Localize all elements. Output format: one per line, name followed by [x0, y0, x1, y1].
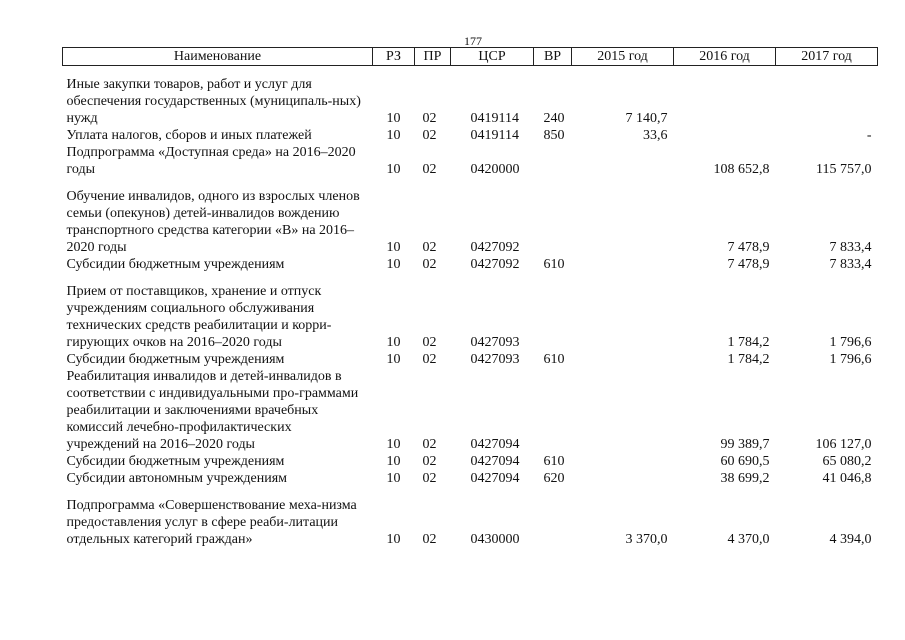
table-row: [63, 470, 878, 487]
header-row: [63, 48, 878, 66]
row-csr: 0427092: [470, 240, 520, 255]
header-2015: 2015 год: [572, 48, 674, 66]
row-2016: 7 478,9: [727, 240, 770, 255]
row-2016: 38 699,2: [720, 471, 770, 486]
row-pr: 02: [422, 240, 437, 255]
row-2016: 1 784,2: [727, 335, 770, 350]
row-name: Субсидии бюджетным учреждениям: [66, 454, 285, 469]
row-2017: 65 080,2: [822, 454, 872, 469]
row-2017: 1 796,6: [829, 335, 872, 350]
row-name: Реабилитация инвалидов и детей-инвалидов в соответствии с индивидуальными про-граммами реабилитации и заключениями врачебных комиссий лечебно-профилактических учреждений на 2016–2020 годы: [66, 369, 359, 452]
row-pr: 02: [422, 128, 437, 143]
row-2015: [572, 453, 674, 470]
row-csr: 0427093: [470, 352, 520, 367]
row-rz: 10: [386, 437, 401, 452]
row-csr: 0419114: [470, 111, 519, 126]
header-pr: ПР: [415, 48, 451, 66]
row-vr: [534, 144, 572, 178]
header-name: Наименование: [63, 48, 373, 66]
row-2015: [572, 368, 674, 453]
row-name: Субсидии бюджетным учреждениям: [66, 352, 285, 367]
table-row: [63, 256, 878, 273]
row-2017: 7 833,4: [829, 240, 872, 255]
row-name: Уплата налогов, сборов и иных платежей: [66, 128, 312, 143]
row-2016: 7 478,9: [727, 257, 770, 272]
row-name: Субсидии автономным учреждениям: [66, 471, 288, 486]
row-name: Подпрограмма «Доступная среда» на 2016–2020 годы: [66, 145, 356, 177]
page-number: 177: [464, 34, 482, 48]
header-rz: РЗ: [373, 48, 415, 66]
row-2017: [776, 76, 878, 127]
row-2015: [572, 188, 674, 256]
row-pr: 02: [422, 437, 437, 452]
row-name: Подпрограмма «Совершенствование меха-низма предоставления услуг в сфере реаби-литации отдельных категорий граждан»: [66, 498, 357, 547]
table-row: [63, 76, 878, 127]
header-2017: 2017 год: [776, 48, 878, 66]
row-2016: [674, 127, 776, 144]
row-vr: [534, 283, 572, 351]
row-rz: 10: [386, 162, 401, 177]
row-name: Прием от поставщиков, хранение и отпуск учреждениям социального обслуживания технических средств реабилитации и корри-гирующих очков на 2016–2020 годы: [66, 284, 332, 350]
row-vr: [534, 497, 572, 548]
row-csr: 0427094: [470, 471, 520, 486]
row-2017: 41 046,8: [822, 471, 872, 486]
table-row: [63, 283, 878, 351]
row-2015: 3 370,0: [625, 532, 668, 547]
row-vr: 610: [543, 257, 565, 272]
row-2015: [572, 351, 674, 368]
row-pr: 02: [422, 352, 437, 367]
table-row: [63, 368, 878, 453]
row-2017: -: [866, 128, 872, 143]
row-2017: 7 833,4: [829, 257, 872, 272]
row-2015: [572, 283, 674, 351]
row-name: Обучение инвалидов, одного из взрослых членов семьи (опекунов) детей-инвалидов вождению транспортного средства категории «В» на 2016–2020 годы: [66, 189, 360, 255]
row-2016: 1 784,2: [727, 352, 770, 367]
row-2016: 108 652,8: [713, 162, 770, 177]
row-vr: 610: [543, 454, 565, 469]
row-name: Иные закупки товаров, работ и услуг для обеспечения государственных (муниципаль-ных) нужд: [66, 77, 361, 126]
row-rz: 10: [386, 257, 401, 272]
row-rz: 10: [386, 352, 401, 367]
table-row: [63, 127, 878, 144]
row-csr: 0427093: [470, 335, 520, 350]
row-2015: [572, 256, 674, 273]
row-2017: 106 127,0: [815, 437, 872, 452]
row-csr: 0420000: [470, 162, 520, 177]
table-row: [63, 351, 878, 368]
row-csr: 0419114: [470, 128, 519, 143]
budget-table: [62, 47, 878, 548]
row-2016: 60 690,5: [720, 454, 770, 469]
header-2016: 2016 год: [674, 48, 776, 66]
row-vr: [534, 368, 572, 453]
row-2015: 7 140,7: [625, 111, 668, 126]
row-2017: 4 394,0: [829, 532, 872, 547]
row-rz: 10: [386, 240, 401, 255]
row-pr: 02: [422, 257, 437, 272]
table-row: [63, 453, 878, 470]
row-pr: 02: [422, 162, 437, 177]
row-pr: 02: [422, 471, 437, 486]
row-rz: 10: [386, 471, 401, 486]
row-2016: 99 389,7: [720, 437, 770, 452]
row-pr: 02: [422, 111, 437, 126]
row-rz: 10: [386, 111, 401, 126]
row-pr: 02: [422, 532, 437, 547]
row-2017: 115 757,0: [816, 162, 872, 177]
table-row: [63, 188, 878, 256]
table-row: [63, 497, 878, 548]
row-2016: 4 370,0: [727, 532, 770, 547]
row-rz: 10: [386, 454, 401, 469]
row-2016: [674, 76, 776, 127]
row-csr: 0430000: [470, 532, 520, 547]
row-2017: 1 796,6: [829, 352, 872, 367]
table-row: [63, 144, 878, 178]
row-csr: 0427094: [470, 437, 520, 452]
row-2015: [572, 470, 674, 487]
row-2015: [572, 144, 674, 178]
row-csr: 0427092: [470, 257, 520, 272]
row-name: Субсидии бюджетным учреждениям: [66, 257, 285, 272]
row-rz: 10: [386, 128, 401, 143]
row-vr: 610: [543, 352, 565, 367]
row-csr: 0427094: [470, 454, 520, 469]
row-pr: 02: [422, 335, 437, 350]
row-vr: [534, 188, 572, 256]
row-pr: 02: [422, 454, 437, 469]
row-vr: 850: [543, 128, 565, 143]
row-rz: 10: [386, 335, 401, 350]
row-rz: 10: [386, 532, 401, 547]
header-csr: ЦСР: [451, 48, 534, 66]
row-vr: 240: [543, 111, 565, 126]
row-2015: 33,6: [643, 128, 668, 143]
row-vr: 620: [543, 471, 565, 486]
header-vr: ВР: [534, 48, 572, 66]
